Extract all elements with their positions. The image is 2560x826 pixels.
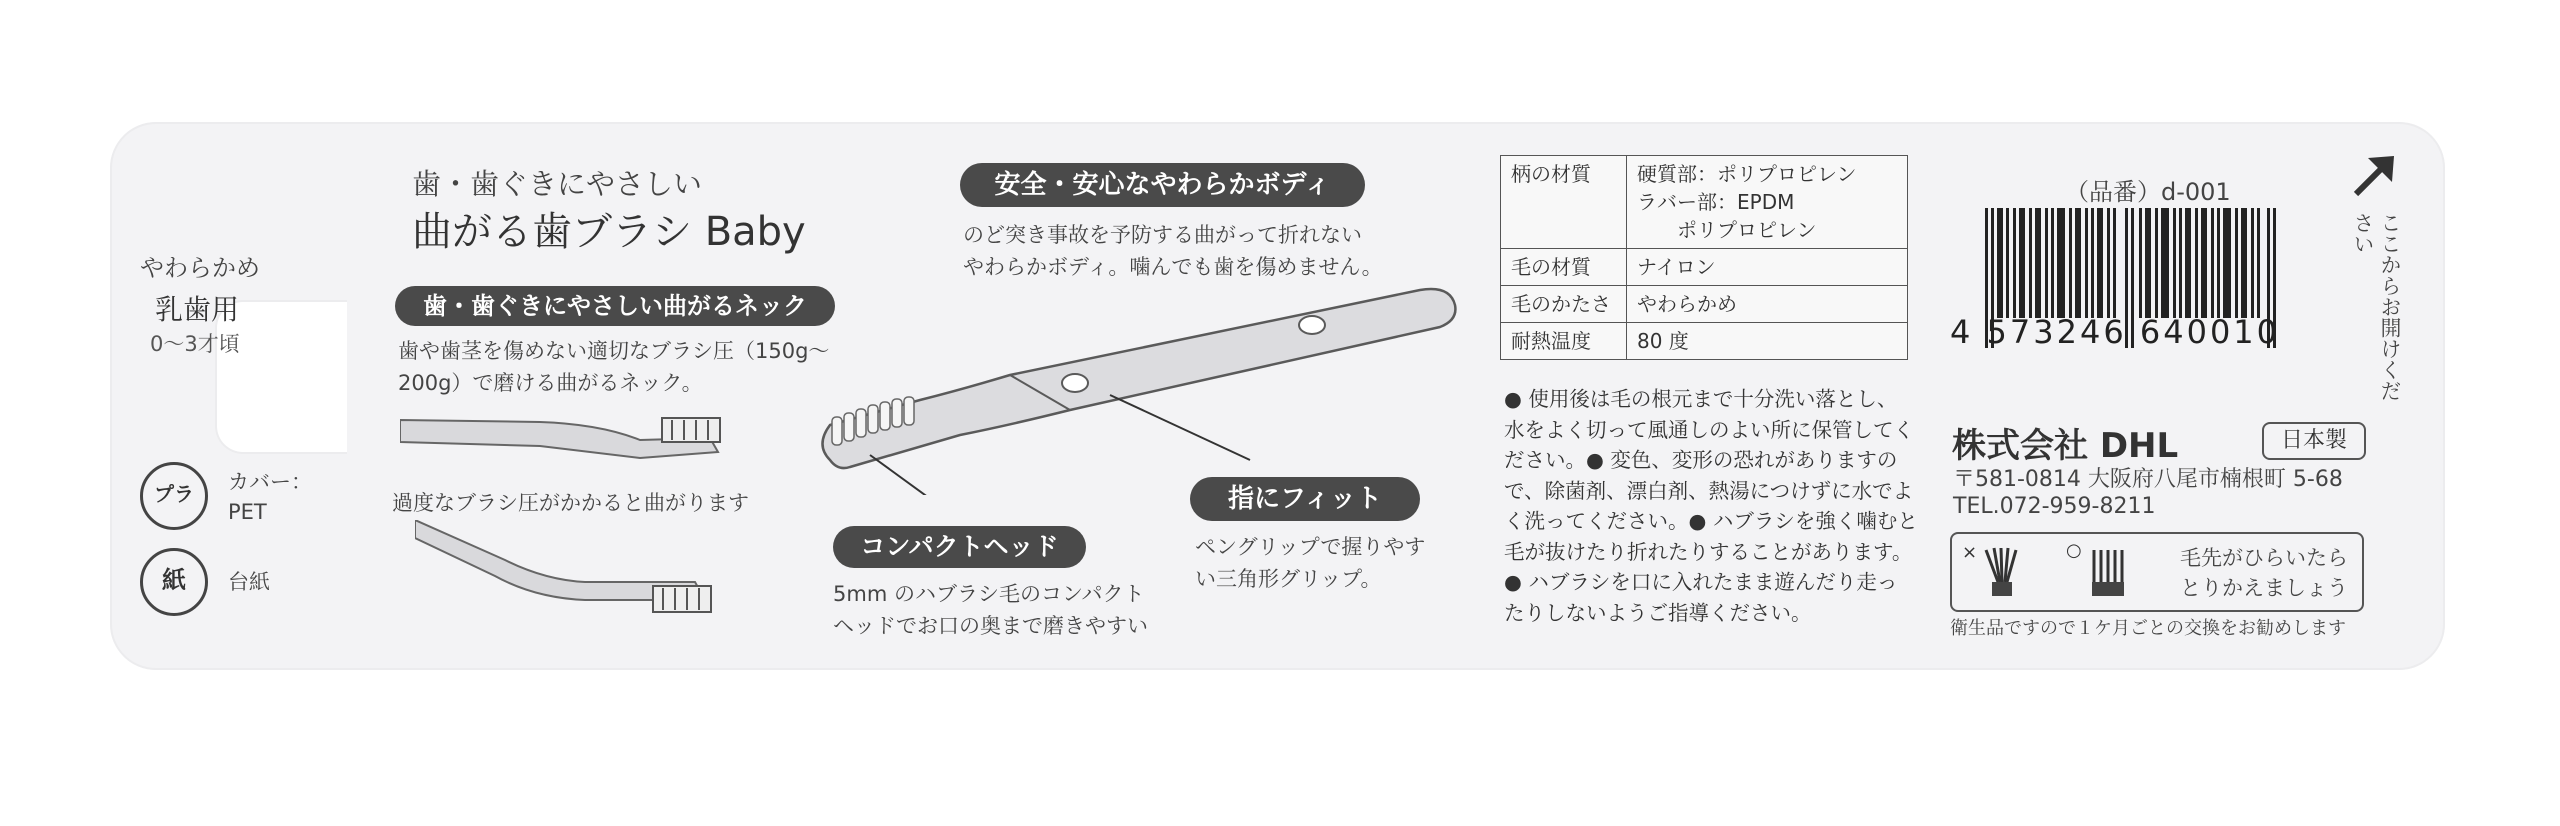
- neck-feature-line2: 200g）で磨ける曲がるネック。: [398, 371, 703, 395]
- replace-line1: 毛先がひらいたら: [2180, 546, 2348, 570]
- note-line: で、除菌剤、漂白剤、熱湯につけずに水でよ: [1504, 478, 1914, 503]
- pla-recycle-icon: [140, 462, 208, 530]
- neck-feature-line1: 歯や歯茎を傷めない適切なブラシ圧（150g〜: [398, 339, 830, 363]
- company-tel: TEL.072-959-8211: [1953, 494, 2156, 519]
- recycle-cover-label: カバー：: [228, 470, 312, 494]
- grip-line2: い三角形グリップ。: [1195, 567, 1382, 591]
- worn-mark: ×: [1962, 542, 1978, 563]
- spec-value-line: ポリプロピレン: [1637, 218, 1817, 242]
- product-title: 曲がる歯ブラシ Baby: [412, 209, 806, 255]
- softness-label: やわらかめ: [140, 254, 260, 282]
- arrow-up-right-icon[interactable]: [2350, 152, 2398, 200]
- barcode-digits: 4 573246 640010: [1950, 313, 2281, 351]
- spec-table: [1500, 155, 1908, 360]
- spec-label: 耐熱温度: [1501, 323, 1627, 360]
- note-line: 水をよく切って風通しのよい所に保管してく: [1504, 417, 1914, 442]
- company-address: 〒581-0814 大阪府八尾市楠根町 5-68: [1953, 467, 2343, 492]
- note-line: ● ハブラシを口に入れたまま遊んだり走っ: [1504, 570, 1898, 594]
- neck-feature-caption: 過度なブラシ圧がかかると曲がります: [392, 491, 749, 515]
- paper-recycle-icon: [140, 548, 208, 616]
- worn-bristles-icon: [1978, 542, 2024, 602]
- spec-value: ナイロン: [1627, 249, 1908, 286]
- paper-mark-text: 紙: [162, 566, 186, 594]
- usage-notes: [1504, 384, 1918, 628]
- compact-head-feature-tag: コンパクトヘッド: [833, 526, 1086, 568]
- table-row: [1501, 286, 1908, 323]
- pla-mark-text: プラ: [154, 482, 194, 506]
- company-name: 株式会社 DHL: [1952, 426, 2179, 466]
- compact-head-line2: ヘッドでお口の奥まで磨きやすい: [833, 614, 1148, 638]
- grip-line1: ペングリップで握りやす: [1195, 535, 1426, 559]
- note-line: 毛が抜けたり折れたりすることがあります。: [1504, 539, 1913, 564]
- hygiene-note: 衛生品ですので１ケ月ごとの交換をお勧めします: [1950, 618, 2346, 639]
- neck-feature-tag: 歯・歯ぐきにやさしい曲がるネック: [395, 286, 835, 326]
- age-label: 0〜3才頃: [150, 332, 240, 356]
- spec-value-line: ラバー部：EPDM: [1637, 190, 1795, 214]
- safe-body-feature-tag: 安全・安心なやわらかボディ: [960, 163, 1365, 207]
- recycle-cover-value: PET: [228, 500, 267, 524]
- spec-value: [1627, 156, 1908, 249]
- product-subtitle: 歯・歯ぐきにやさしい: [412, 167, 703, 201]
- spec-value: やわらかめ: [1627, 286, 1908, 323]
- stage-label: 乳歯用: [155, 293, 240, 326]
- open-here-text[interactable]: ここからお開けください: [2351, 212, 2402, 401]
- fresh-bristles-icon: [2084, 542, 2130, 602]
- made-in-label: 日本製: [2280, 428, 2347, 453]
- spec-label: 柄の材質: [1501, 156, 1627, 249]
- note-line: たりしないようご指導ください。: [1504, 600, 1812, 625]
- note-line: ● 使用後は毛の根元まで十分洗い落とし、: [1504, 387, 1898, 411]
- note-line: く洗ってください。● ハブラシを強く噛むと: [1504, 509, 1918, 533]
- toothbrush-illustration: [810, 285, 1470, 495]
- replacement-guide: [1950, 532, 2364, 612]
- note-line: ださい。● 変色、変形の恐れがありますの: [1504, 448, 1898, 472]
- grip-feature-tag: 指にフィット: [1190, 477, 1420, 521]
- table-row: [1501, 156, 1908, 249]
- safe-body-line2: やわらかボディ。噛んでも歯を傷めません。: [963, 255, 1383, 279]
- spec-value-line: 硬質部：ポリプロピレン: [1637, 162, 1857, 186]
- product-code: （品番）d-001: [2065, 178, 2231, 206]
- fresh-mark: ○: [2066, 540, 2082, 561]
- table-row: [1501, 323, 1908, 360]
- made-in-japan-badge: [2262, 422, 2366, 460]
- compact-head-line1: 5mm のハブラシ毛のコンパクト: [833, 582, 1145, 606]
- bent-brush-illustration: [415, 520, 735, 620]
- spec-value: 80 度: [1627, 323, 1908, 360]
- spec-label: 毛の材質: [1501, 249, 1627, 286]
- spec-label: 毛のかたさ: [1501, 286, 1627, 323]
- table-row: [1501, 249, 1908, 286]
- replace-line2: とりかえましょう: [2180, 576, 2348, 600]
- recycle-paper-label: 台紙: [228, 570, 270, 594]
- straight-brush-illustration: [400, 400, 740, 480]
- safe-body-line1: のど突き事故を予防する曲がって折れない: [963, 223, 1362, 247]
